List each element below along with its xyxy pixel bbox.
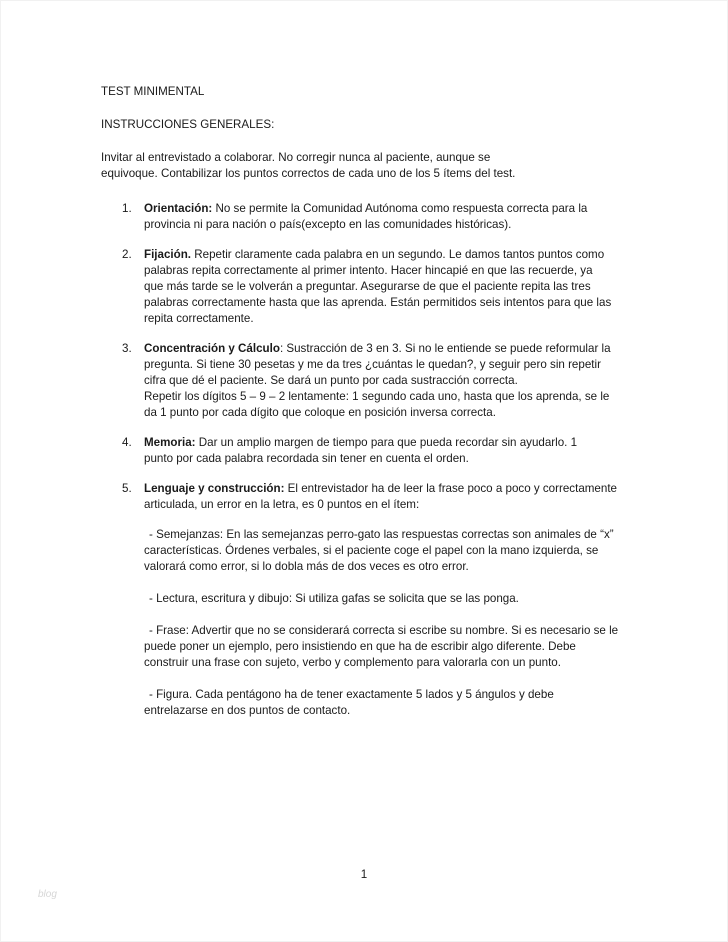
document-body: [101, 84, 631, 733]
item-heading: Lenguaje y construcción:: [144, 482, 285, 495]
item-heading: Fijación.: [144, 248, 192, 261]
item-number: 3.: [122, 342, 132, 355]
item-text: palabras correctamente hasta que las aprenda. Están permitidos seis intentos para que las: [144, 296, 612, 309]
item-text: palabras repita correctamente al primer intento. Hacer hincapié en que las recuerde, ya: [144, 264, 593, 277]
subitem-frase: [144, 623, 631, 671]
document-title: TEST MINIMENTAL: [101, 85, 205, 98]
item-text: que más tarde se le volverán a preguntar. Asegurarse de que el paciente repita las tres: [144, 280, 591, 293]
item-text: Repetir los dígitos 5 – 9 – 2 lentamente: 1 segundo cada uno, hasta que los aprenda, se le: [144, 390, 610, 403]
intro-paragraph: [101, 150, 631, 182]
item-number: 1.: [122, 202, 132, 215]
item-text: El entrevistador ha de leer la frase poco a poco y correctamente: [284, 482, 617, 495]
item-text: repita correctamente.: [144, 312, 254, 325]
list-item-orientacion: [101, 201, 631, 233]
subitem-text: - Semejanzas: En las semejanzas perro-gato las respuestas correctas son animales de “x”: [149, 528, 614, 541]
item-text: cifra que dé el paciente. Se dará un punto por cada sustracción correcta.: [144, 374, 518, 387]
subitem-semejanzas: [144, 527, 631, 575]
item-text: punto por cada palabra recordada sin tener en cuenta el orden.: [144, 452, 469, 465]
section-heading: INSTRUCCIONES GENERALES:: [101, 118, 275, 131]
subitem-text: - Figura. Cada pentágono ha de tener exactamente 5 lados y 5 ángulos y debe: [149, 688, 554, 701]
list-item-memoria: [101, 435, 631, 467]
item-heading: Memoria:: [144, 436, 196, 449]
intro-line: Invitar al entrevistado a colaborar. No corregir nunca al paciente, aunque se: [101, 151, 491, 164]
subitem-text: valorará como error, si lo dobla más de dos veces es otro error.: [144, 560, 469, 573]
subitem-text: - Frase: Advertir que no se considerará correcta si escribe su nombre. Si es necesario se le: [149, 624, 619, 637]
item-text: No se permite la Comunidad Autónoma como respuesta correcta para la: [212, 202, 588, 215]
subitem-text: entrelazarse en dos puntos de contacto.: [144, 704, 351, 717]
item-text: Repetir claramente cada palabra en un segundo. Le damos tantos puntos como: [191, 248, 605, 261]
item-text: : Sustracción de 3 en 3. Si no le entiende se puede reformular la: [279, 342, 611, 355]
list-item-concentracion: [101, 341, 631, 421]
item-text: articulada, un error en la letra, es 0 puntos en el ítem:: [144, 498, 420, 511]
watermark: blog: [38, 889, 57, 900]
item-number: 5.: [122, 482, 132, 495]
subitem-text: puede poner un ejemplo, pero insistiendo en que ha de escribir algo diferente. Debe: [144, 640, 576, 653]
item-text: provincia ni para nación o país(excepto en las comunidades históricas).: [144, 218, 512, 231]
item-heading: Orientación:: [144, 202, 213, 215]
item-text: da 1 punto por cada dígito que coloque en posición inversa correcta.: [144, 406, 496, 419]
intro-line: equivoque. Contabilizar los puntos correctos de cada uno de los 5 ítems del test.: [101, 167, 516, 180]
item-number: 2.: [122, 248, 132, 261]
subitem-text: - Lectura, escritura y dibujo: Si utiliza gafas se solicita que se las ponga.: [149, 592, 519, 605]
numbered-list: [101, 201, 631, 719]
item-heading: Concentración y Cálculo: [144, 342, 280, 355]
page-number: 1: [360, 868, 368, 881]
subitem-text: características. Órdenes verbales, si el paciente coge el papel con la mano izquierda, se: [144, 544, 599, 557]
item-text: Dar un amplio margen de tiempo para que pueda recordar sin ayudarlo. 1: [195, 436, 578, 449]
list-item-fijacion: [101, 247, 631, 327]
subitem-lectura: [144, 591, 631, 607]
subitem-figura: [144, 687, 631, 719]
item-number: 4.: [122, 436, 132, 449]
list-item-lenguaje: [101, 481, 631, 719]
item-text: pregunta. Si tiene 30 pesetas y me da tres ¿cuántas le quedan?, y seguir pero sin repetir: [144, 358, 601, 371]
subitem-text: construir una frase con sujeto, verbo y complemento para valorarla con un punto.: [144, 656, 561, 669]
